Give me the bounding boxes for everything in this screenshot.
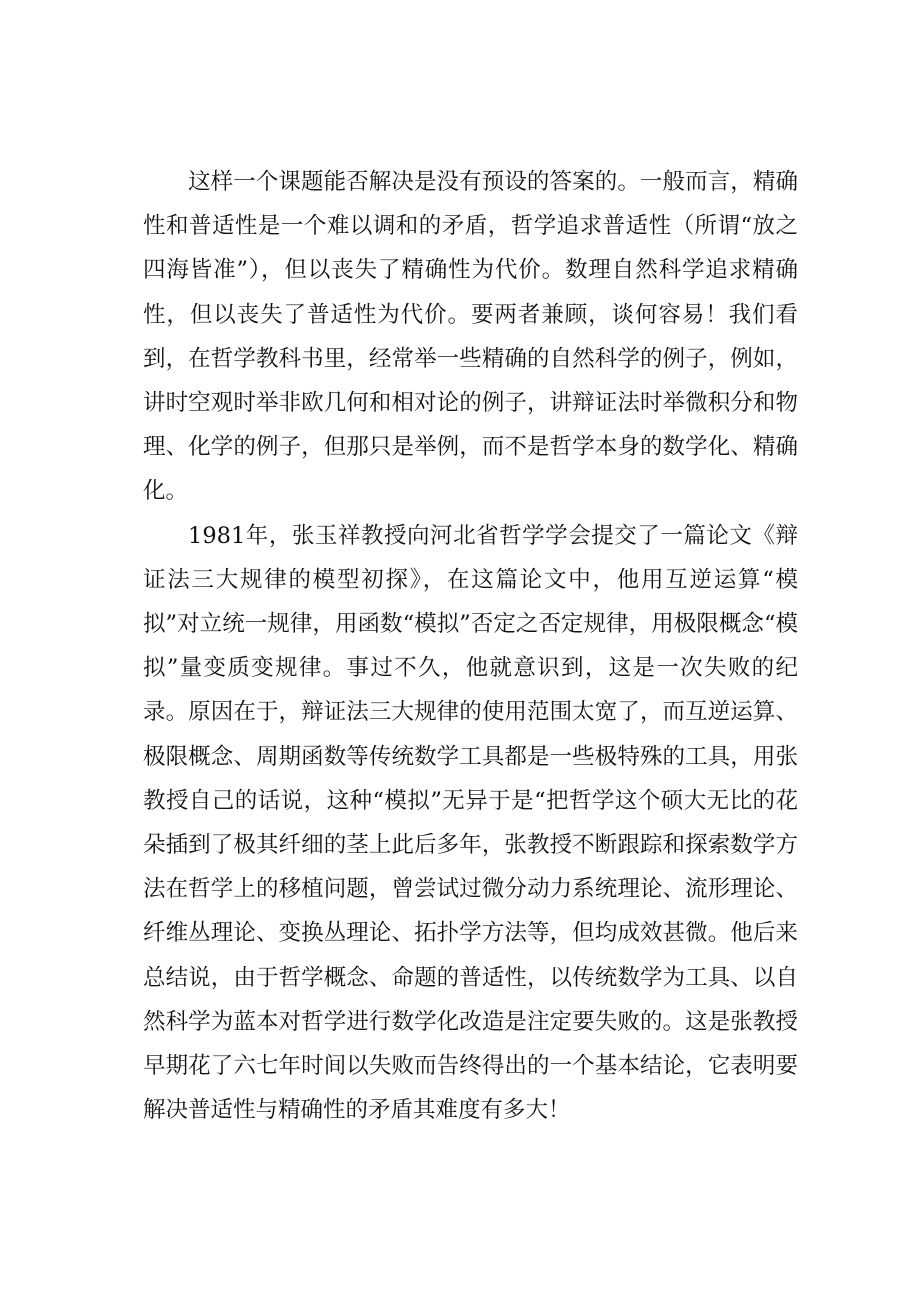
body-text: [143, 160, 798, 1132]
paragraph-2: 1981年，张玉祥教授向河北省哲学学会提交了一篇论文《辩证法三大规律的模型初探》，在这篇论文中，他用互逆运算“模拟”对立统一规律，用函数“模拟”否定之否定规律，用极限概念“模拟”量变质变规律。事过不久，他就意识到，这是一次失败的纪录。原因在于，辩证法三大规律的使用范围太宽了，而互逆运算、极限概念、周期函数等传统数学工具都是一些极特殊的工具，用张教授自己的话说，这种“模拟”无异于是“把哲学这个硕大无比的花朵插到了极其纤细的茎上此后多年，张教授不断跟踪和探索数学方法在哲学上的移植问题，曾尝试过微分动力系统理论、流形理论、纤维丛理论、变换丛理论、拓扑学方法等，但均成效甚微。他后来总结说，由于哲学概念、命题的普适性，以传统数学为工具、以自然科学为蓝本对哲学进行数学化改造是注定要失败的。这是张教授早期花了六七年时间以失败而告终得出的一个基本结论，它表明要解决普适性与精确性的矛盾其难度有多大！: [143, 522, 798, 1124]
paragraph-1: 这样一个课题能否解决是没有预设的答案的。一般而言，精确性和普适性是一个难以调和的矛盾，哲学追求普适性（所谓“放之四海皆准”），但以丧失了精确性为代价。数理自然科学追求精确性，但以丧失了普适性为代价。要两者兼顾，谈何容易！我们看到，在哲学教科书里，经常举一些精确的自然科学的例子，例如，讲时空观时举非欧几何和相对论的例子，讲辩证法时举微积分和物理、化学的例子，但那只是举例，而不是哲学本身的数学化、精确化。: [143, 169, 798, 505]
